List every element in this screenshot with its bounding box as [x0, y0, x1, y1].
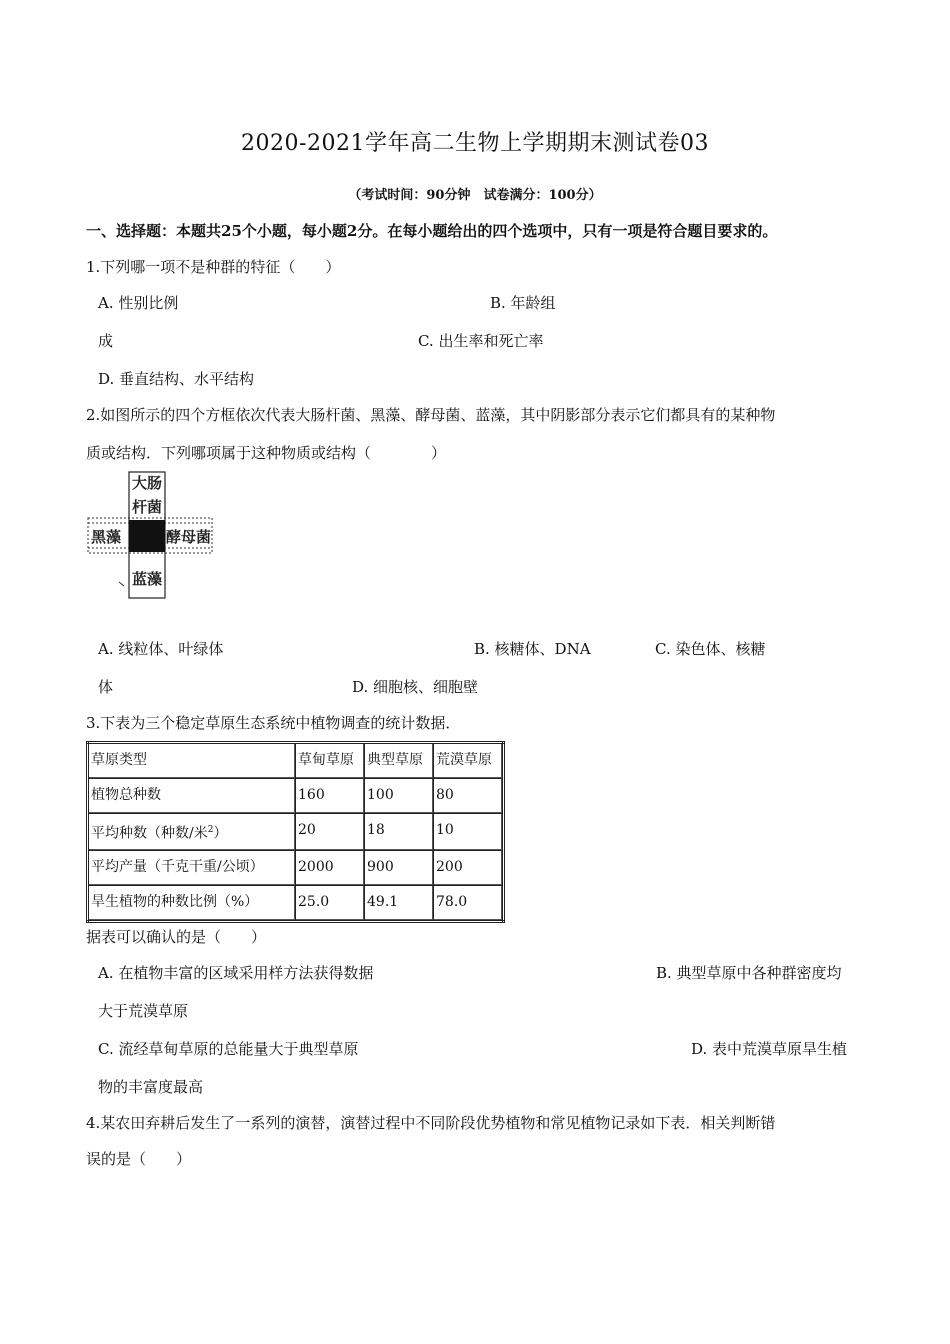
table-cell: 80 — [434, 779, 504, 814]
label-cyanobacteria: 蓝藻 — [132, 570, 163, 588]
q4-stem-line2: 误的是（ ） — [86, 1150, 192, 1168]
section-heading: 一、选择题：本题共25个小题，每小题2分。在每小题给出的四个选项中，只有一项是符合题目要求的。 — [86, 222, 778, 240]
q1-option-c: C. 出生率和死亡率 — [418, 332, 544, 350]
q3-option-d-cont: 物的丰富度最高 — [98, 1078, 204, 1096]
page-title: 2020-2021学年高二生物上学期期末测试卷03 — [241, 131, 709, 156]
q2-stem-line1: 2.如图所示的四个方框依次代表大肠杆菌、黑藻、酵母菌、蓝藻，其中阴影部分表示它们都具有的某种物 — [86, 406, 776, 424]
q3-prompt: 据表可以确认的是（ ） — [86, 928, 267, 946]
table-cell: 10 — [434, 814, 504, 851]
table-header-cell: 荒漠草原 — [434, 743, 504, 779]
table-cell: 20 — [296, 814, 365, 851]
label-yeast: 酵母菌 — [166, 528, 212, 546]
table-cell: 旱生植物的种数比例（%） — [88, 885, 296, 921]
q1-stem: 1.下列哪一项不是种群的特征（ ） — [86, 258, 341, 276]
table-header-row — [88, 743, 504, 779]
table-row — [88, 779, 504, 814]
table-cell: 160 — [296, 779, 365, 814]
table-header-cell: 草原类型 — [88, 743, 296, 779]
q2-stem-line2: 质或结构．下列哪项属于这种物质或结构（ ） — [86, 444, 447, 462]
q1-option-d: D. 垂直结构、水平结构 — [98, 370, 255, 388]
label-black-algae: 黑藻 — [91, 528, 122, 546]
table-row — [88, 850, 504, 885]
table-cell: 25.0 — [296, 885, 365, 921]
table-header-cell: 典型草原 — [365, 743, 434, 779]
exam-info: （考试时间：90分钟 试卷满分：100分） — [348, 188, 602, 203]
q3-option-a: A. 在植物丰富的区域采用样方法获得数据 — [98, 964, 374, 982]
table-cell: 200 — [434, 850, 504, 885]
q2-option-c: C. 染色体、核糖 — [655, 640, 766, 658]
table-cell: 18 — [365, 814, 434, 851]
table-cell: 78.0 — [434, 885, 504, 921]
q3-stem: 3.下表为三个稳定草原生态系统中植物调查的统计数据． — [86, 714, 461, 732]
grassland-table — [86, 741, 505, 923]
table-cell: 900 — [365, 850, 434, 885]
table-cell: 平均产量（千克干重/公顷） — [88, 850, 296, 885]
table-cell-text: 平均种数（种数/米 — [91, 825, 208, 842]
q3-option-b-cont: 大于荒漠草原 — [98, 1002, 189, 1020]
q3-option-b: B. 典型草原中各种群密度均 — [656, 964, 842, 982]
label-ecoli-1: 大肠 — [132, 474, 163, 492]
table-cell: 植物总种数 — [88, 779, 296, 814]
table-cell: 49.1 — [365, 885, 434, 921]
q2-option-a: A. 线粒体、叶绿体 — [98, 640, 224, 658]
q3-option-d: D. 表中荒漠草原旱生植 — [691, 1040, 848, 1058]
table-row — [88, 885, 504, 921]
cross-diagram — [86, 470, 216, 605]
table-header-cell: 草甸草原 — [296, 743, 365, 779]
table-row — [88, 814, 504, 851]
q2-option-c-cont: 体 — [98, 678, 114, 696]
table-cell — [88, 814, 296, 851]
q1-option-b: B. 年龄组 — [490, 294, 556, 312]
table-cell: 2000 — [296, 850, 365, 885]
q3-option-c: C. 流经草甸草原的总能量大于典型草原 — [98, 1040, 359, 1058]
q1-option-a: A. 性别比例 — [98, 294, 179, 312]
table-cell: 100 — [365, 779, 434, 814]
table-cell-text-tail: ） — [213, 825, 228, 842]
superscript: 2 — [207, 825, 214, 835]
q2-option-b: B. 核糖体、DNA — [474, 640, 591, 658]
q1-option-b-cont: 成 — [98, 332, 114, 350]
q2-option-d: D. 细胞核、细胞壁 — [352, 678, 479, 696]
label-ecoli-2: 杆菌 — [132, 498, 163, 516]
q4-stem-line1: 4.某农田弃耕后发生了一系列的演替，演替过程中不同阶段优势植物和常见植物记录如下表．相关判断错 — [86, 1114, 776, 1132]
